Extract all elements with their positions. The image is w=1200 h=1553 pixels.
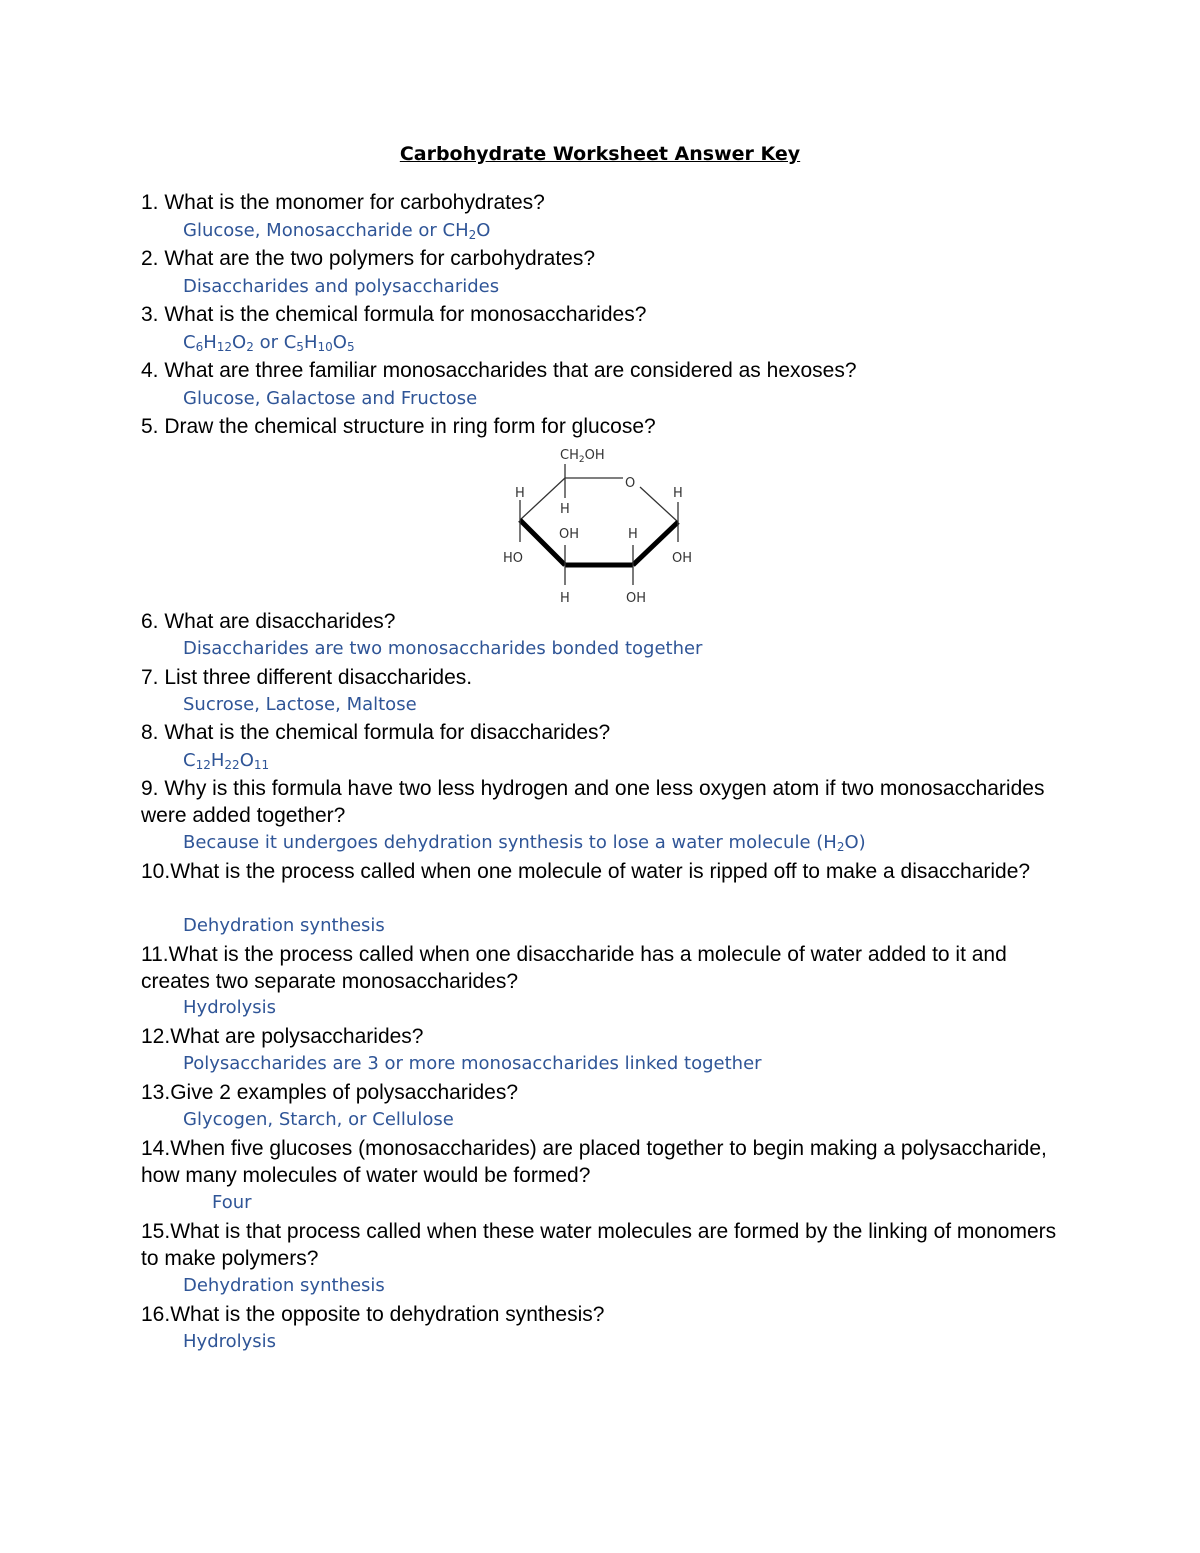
question-16: 16.What is the opposite to dehydration synthesis? (141, 1303, 605, 1326)
glucose-ring-structure-diagram (495, 440, 710, 610)
question-9: 9. Why is this formula have two less hydrogen and one less oxygen atom if two monosaccharides were added together? (141, 777, 1045, 827)
question-1: 1. What is the monomer for carbohydrates? (141, 191, 545, 214)
question-4: 4. What are three familiar monosaccharides that are considered as hexoses? (141, 359, 857, 382)
question-12: 12.What are polysaccharides? (141, 1025, 424, 1048)
question-11: 11.What is the process called when one disaccharide has a molecule of water added to it and creates two separate monosaccharides? (141, 943, 1007, 993)
oh-c3-label: OH (559, 527, 580, 542)
question-6: 6. What are disaccharides? (141, 610, 396, 633)
h-c3-label: H (560, 591, 570, 606)
ch2oh-label: $CH_2OH$ (560, 448, 605, 465)
question-3: 3. What is the chemical formula for monosaccharides? (141, 303, 647, 326)
h-c2-label: H (628, 527, 638, 542)
answer-2: Disaccharides and polysaccharides (183, 276, 500, 297)
ho-c4-label: HO (503, 551, 524, 566)
h-c4-label: H (515, 486, 525, 501)
answer-1: Glucose, Monosaccharide or $CH_2O$ (183, 220, 491, 242)
answer-7: Sucrose, Lactose, Maltose (183, 694, 417, 715)
question-10: 10.What is the process called when one molecule of water is ripped off to make a disaccharide? (141, 860, 1031, 883)
question-8: 8. What is the chemical formula for disaccharides? (141, 721, 611, 744)
oh-c1-label: OH (672, 551, 693, 566)
answer-16: Hydrolysis (183, 1331, 277, 1352)
answer-13: Glycogen, Starch, or Cellulose (183, 1109, 454, 1130)
oh-c2-label: OH (626, 591, 647, 606)
answer-6: Disaccharides are two monosaccharides bonded together (183, 638, 703, 659)
answer-14: Four (212, 1192, 252, 1213)
worksheet-title: Carbohydrate Worksheet Answer Key (399, 143, 801, 165)
bond-c5-c4 (520, 478, 565, 520)
question-13: 13.Give 2 examples of polysaccharides? (141, 1081, 519, 1104)
answer-12: Polysaccharides are 3 or more monosaccharides linked together (183, 1053, 762, 1074)
answer-11: Hydrolysis (183, 997, 277, 1018)
answer-9: Because it undergoes dehydration synthesis to lose a water molecule $(H_2O)$ (183, 832, 866, 854)
question-2: 2. What are the two polymers for carbohydrates? (141, 247, 596, 270)
h-c1-label: H (673, 486, 683, 501)
answer-4: Glucose, Galactose and Fructose (183, 388, 478, 409)
h-c5-label: H (560, 502, 570, 517)
answer-8: $C_{12}H_{22}O_{11}$ (183, 750, 270, 772)
question-5: 5. Draw the chemical structure in ring form for glucose? (141, 415, 656, 438)
question-15: 15.What is that process called when these water molecules are formed by the linking of monomers to make polymers? (141, 1220, 1057, 1270)
ring-oxygen-label: O (625, 476, 636, 491)
question-7: 7. List three different disaccharides. (141, 666, 473, 689)
question-14: 14.When five glucoses (monosaccharides) are placed together to begin making a polysaccharide, how many molecules of water would be formed? (141, 1137, 1047, 1187)
answer-10: Dehydration synthesis (183, 915, 385, 936)
answer-15: Dehydration synthesis (183, 1275, 385, 1296)
answer-3: $C_6H_{12}O_2$ or $C_5H_{10}O_5$ (183, 332, 355, 354)
